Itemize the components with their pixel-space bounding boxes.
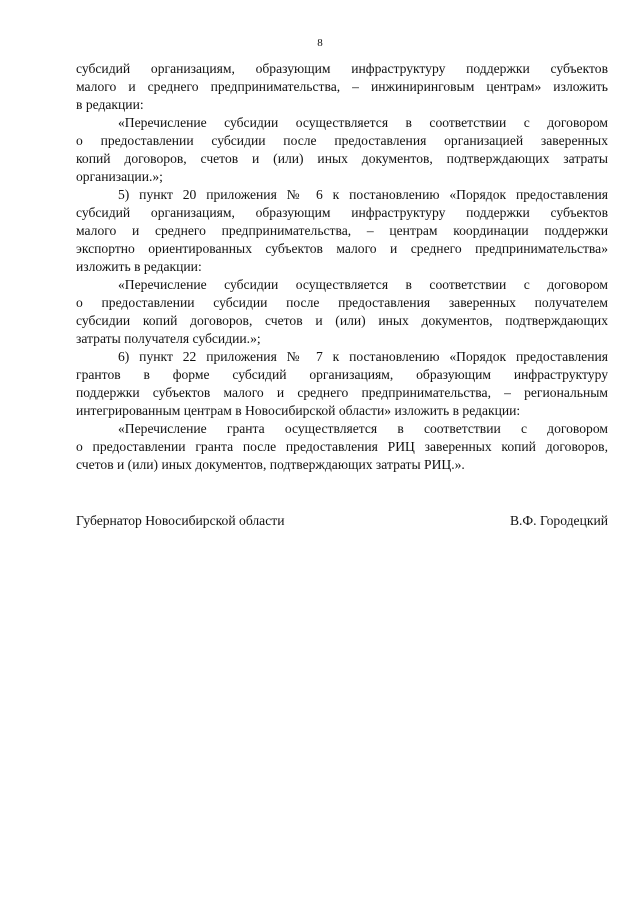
- paragraph: [76, 186, 608, 276]
- text-line: поддержки субъектов малого и среднего предпринимательства, – региональным: [76, 385, 608, 400]
- text-line: малого и среднего предпринимательства, – центрам координации поддержки: [76, 223, 608, 238]
- text-line: 5) пункт 20 приложения № 6 к постановлению «Порядок предоставления: [118, 187, 608, 202]
- page-number: 8: [317, 37, 323, 49]
- text-line: малого и среднего предпринимательства, – инжиниринговым центрам» изложить: [76, 79, 608, 94]
- text-line: организации.»;: [76, 169, 163, 184]
- text-line: экспортно ориентированных субъектов малого и среднего предпринимательства»: [76, 241, 608, 256]
- paragraph: [76, 114, 608, 186]
- text-line: затраты получателя субсидии.»;: [76, 331, 261, 346]
- document-body: [76, 60, 608, 474]
- text-line: 6) пункт 22 приложения № 7 к постановлению «Порядок предоставления: [118, 349, 608, 364]
- text-line: «Перечисление гранта осуществляется в соответствии с договором: [118, 421, 608, 436]
- paragraph: [76, 420, 608, 474]
- text-line: о предоставлении субсидии после предоставления организацией заверенных: [76, 133, 608, 148]
- text-line: «Перечисление субсидии осуществляется в соответствии с договором: [118, 115, 608, 130]
- text-line: копий договоров, счетов и (или) иных документов, подтверждающих затраты: [76, 151, 608, 166]
- paragraph: [76, 276, 608, 348]
- paragraph: [76, 60, 608, 114]
- text-line: счетов и (или) иных документов, подтверждающих затраты РИЦ.».: [76, 457, 465, 472]
- text-line: интегрированным центрам в Новосибирской области» изложить в редакции:: [76, 403, 521, 418]
- signatory-title: Губернатор Новосибирской области: [76, 513, 285, 528]
- paragraph: [76, 348, 608, 420]
- text-line: в редакции:: [76, 97, 144, 112]
- text-line: субсидий организациям, образующим инфраструктуру поддержки субъектов: [76, 61, 608, 76]
- signatory-name: В.Ф. Городецкий: [509, 513, 608, 528]
- signature-block: [76, 512, 608, 530]
- text-line: изложить в редакции:: [76, 259, 202, 274]
- text-line: субсидии копий договоров, счетов и (или) иных документов, подтверждающих: [76, 313, 608, 328]
- text-line: «Перечисление субсидии осуществляется в соответствии с договором: [118, 277, 608, 292]
- text-line: о предоставлении субсидии после предоставления заверенных получателем: [76, 295, 608, 310]
- text-line: субсидий организациям, образующим инфраструктуру поддержки субъектов: [76, 205, 608, 220]
- text-line: грантов в форме субсидий организациям, образующим инфраструктуру: [76, 367, 608, 382]
- text-line: о предоставлении гранта после предоставления РИЦ заверенных копий договоров,: [76, 439, 608, 454]
